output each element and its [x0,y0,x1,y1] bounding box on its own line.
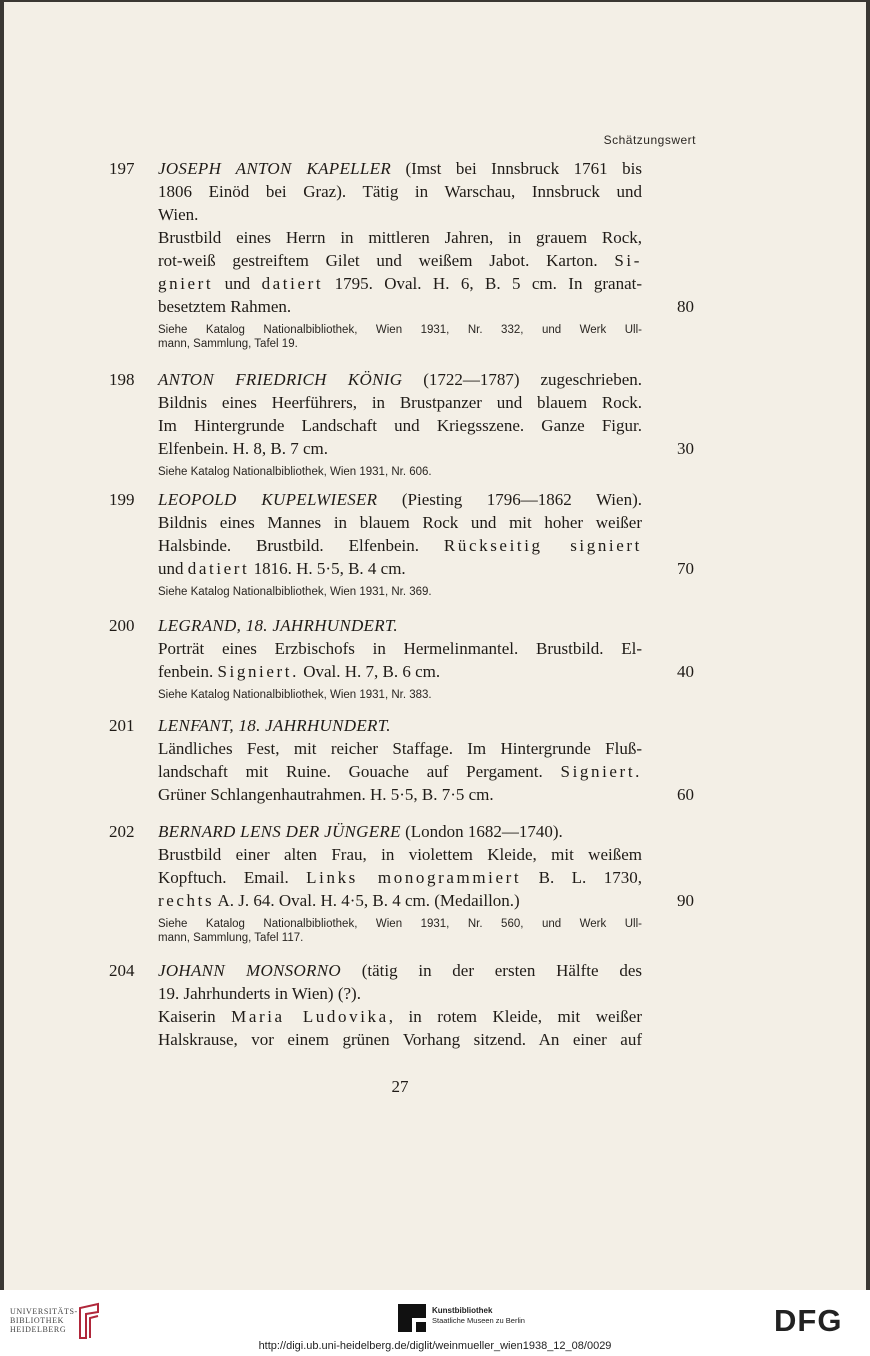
catalog-page [4,2,866,1290]
entry-description [158,714,642,806]
entry-line [158,157,642,180]
kunstbibliothek-logo-icon[interactable] [398,1304,426,1332]
spaced-text: gniert [158,274,214,293]
artist-name: LEOPOLD KUPELWIESER [158,490,378,509]
entry-line [158,226,642,249]
text-segment: 1816. H. 5·5, B. 4 cm. [249,559,406,578]
university-line: UNIVERSITÄTS- [10,1307,78,1316]
text-segment: 19. Jahrhunderts in Wien) (?). [158,984,361,1003]
column-header: Schätzungswert [603,133,696,147]
entry-line [158,820,642,843]
entry-line [158,437,642,460]
reference-note: Siehe Katalog Nationalbibliothek, Wien 1931, Nr. 369. [158,586,432,598]
reference-note: Siehe Katalog Nationalbibliothek, Wien 1931, Nr. 332, und Werk Ull- [158,324,642,336]
text-segment: Brustbild eines Herrn in mittleren Jahren, in grauem Rock, [158,228,642,247]
text-segment: 1806 Einöd bei Graz). Tätig in Warschau, Innsbruck und [158,182,642,201]
text-segment: Wien. [158,205,199,224]
entry-number: 201 [109,716,135,735]
kunstbibliothek-name[interactable] [432,1306,525,1326]
entry-description [158,157,642,351]
text-segment: A. J. 64. Oval. H. 4·5, B. 4 cm. (Medaillon.) [214,891,520,910]
spaced-text: Maria Ludovika [231,1007,389,1026]
estimated-value: 70 [677,559,694,578]
text-segment: Elfenbein. H. 8, B. 7 cm. [158,439,328,458]
entry-line [158,714,642,737]
text-segment: Im Hintergrunde Landschaft und Kriegsszene. Ganze Figur. [158,416,642,435]
entry-description [158,959,642,1051]
text-segment: Kaiserin [158,1007,232,1026]
entry-line [158,783,642,806]
text-segment: Oval. H. 7, B. 6 cm. [298,662,441,681]
text-segment: (Imst bei Innsbruck 1761 bis [391,159,642,178]
entry-line [158,272,642,295]
estimated-value: 80 [677,297,694,316]
university-line: BIBLIOTHEK [10,1316,64,1325]
text-segment: Brustbild einer alten Frau, in violettem Kleide, mit weißem [158,845,642,864]
entry-description [158,488,642,599]
estimated-value: 40 [677,662,694,681]
page-number: 27 [391,1077,409,1096]
spaced-text: datiert [261,274,324,293]
entry-number: 202 [109,822,135,841]
spaced-text: Signiert. [217,662,299,681]
text-segment: (London 1682—1740). [400,822,563,841]
entry-number: 198 [109,370,135,389]
university-logo-icon[interactable] [76,1302,102,1340]
text-segment: und [158,559,188,578]
university-library-name[interactable] [10,1307,78,1334]
text-segment: landschaft mit Ruine. Gouache auf Pergament. [158,762,561,781]
university-line: HEIDELBERG [10,1325,67,1334]
dfg-logo[interactable]: DFG [774,1303,843,1338]
text-segment: rot-weiß gestreiftem Gilet und weißem Jabot. Karton. [158,251,615,270]
artist-name: ANTON FRIEDRICH KÖNIG [158,370,403,389]
reference-note: mann, Sammlung, Tafel 117. [158,932,304,944]
entry-number: 199 [109,490,135,509]
text-segment: (1722—1787) zugeschrieben. [402,370,642,389]
source-url-link[interactable]: http://digi.ub.uni-heidelberg.de/diglit/weinmueller_wien1938_12_08/0029 [258,1340,612,1352]
entry-line [158,203,642,226]
entry-line [158,557,642,580]
entry-line [158,959,642,982]
estimated-value: 30 [677,439,694,458]
text-segment: besetztem Rahmen. [158,297,292,316]
entry-number: 197 [109,159,135,178]
entry-line [158,614,642,637]
kb-subtitle: Staatliche Museen zu Berlin [432,1316,525,1325]
entry-description [158,820,642,945]
text-segment: , in rotem Kleide, mit weißer [388,1007,642,1026]
entry-line [158,737,642,760]
text-segment: (Piesting 1796—1862 Wien). [377,490,642,509]
text-segment: (tätig in der ersten Hälfte des [340,961,642,980]
text-segment: 1795. Oval. H. 6, B. 5 cm. In granat- [323,274,642,293]
reference-note: Siehe Katalog Nationalbibliothek, Wien 1931, Nr. 383. [158,689,432,701]
reference-note: mann, Sammlung, Tafel 19. [158,338,298,350]
entry-line [158,368,642,391]
kb-title: Kunstbibliothek [432,1306,493,1315]
reference-note: Siehe Katalog Nationalbibliothek, Wien 1931, Nr. 560, und Werk Ull- [158,918,642,930]
artist-name: BERNARD LENS DER JÜNGERE [158,822,401,841]
entry-line [158,982,642,1005]
spaced-text: datiert [187,559,250,578]
text-segment: Bildnis eines Mannes in blauem Rock und mit hoher weißer [158,513,642,532]
entry-number: 200 [109,616,135,635]
spaced-text: Rückseitig signiert [443,536,642,555]
spaced-text: Links monogrammiert [306,868,522,887]
text-segment: Halsbinde. Brustbild. Elfenbein. [158,536,444,555]
entry-line [158,511,642,534]
artist-name: LENFANT, 18. JAHRHUNDERT. [158,716,391,735]
text-segment: Porträt eines Erzbischofs in Hermelinmantel. Brustbild. El- [158,639,642,658]
spaced-text: Signiert. [560,762,642,781]
entry-description [158,368,642,479]
artist-name: JOSEPH ANTON KAPELLER [158,159,392,178]
artist-name: JOHANN MONSORNO [158,961,341,980]
text-segment: B. L. 1730, [521,868,642,887]
entry-line [158,866,642,889]
spaced-text: Si- [614,251,642,270]
entry-line [158,843,642,866]
entry-line [158,889,642,912]
entry-line [158,391,642,414]
entry-line [158,414,642,437]
spaced-text: rechts [158,891,215,910]
entry-line [158,180,642,203]
entry-line [158,660,642,683]
artist-name: LEGRAND, 18. JAHRHUNDERT. [158,616,398,635]
entry-line [158,760,642,783]
entry-line [158,1028,642,1051]
estimated-value: 90 [677,891,694,910]
entry-line [158,534,642,557]
reference-note: Siehe Katalog Nationalbibliothek, Wien 1931, Nr. 606. [158,466,432,478]
entry-description [158,614,642,702]
text-segment: Bildnis eines Heerführers, in Brustpanzer und blauem Rock. [158,393,642,412]
entry-number: 204 [109,961,135,980]
text-segment: Halskrause, vor einem grünen Vorhang sitzend. An einer auf [158,1030,642,1049]
entry-line [158,488,642,511]
entry-line [158,637,642,660]
entry-line [158,1005,642,1028]
entry-line [158,295,642,318]
text-segment: und [213,274,262,293]
estimated-value: 60 [677,785,694,804]
text-segment: Kopftuch. Email. [158,868,307,887]
entry-line [158,249,642,272]
text-segment: Grüner Schlangenhautrahmen. H. 5·5, B. 7·5 cm. [158,785,494,804]
text-segment: Ländliches Fest, mit reicher Staffage. Im Hintergrunde Fluß- [158,739,642,758]
text-segment: fenbein. [158,662,218,681]
